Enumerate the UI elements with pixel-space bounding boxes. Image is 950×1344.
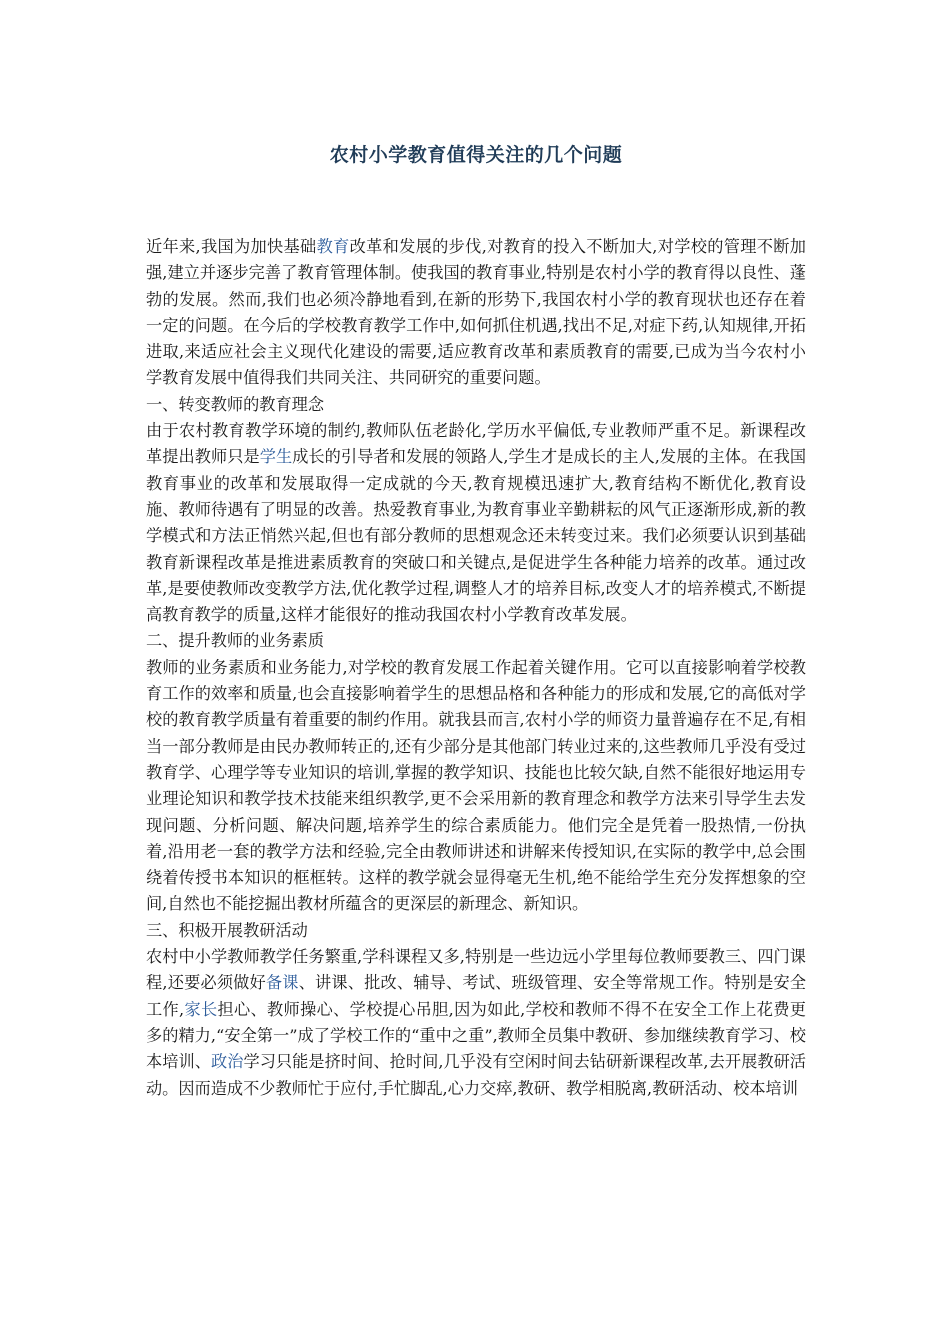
section-heading-1: 一、转变教师的教育理念: [146, 394, 325, 414]
paragraph-section-2: 教师的业务素质和业务能力,对学校的教育发展工作起着关键作用。它可以直接影响着学校教育工作的效率和质量,也会直接影响着学生的思想品格和各种能力的形成和发展,它的高低对学校的教育教学质量有着重要的制约作用。就我县而言,农村小学的师资力量普遍存在不足,有相当一部分教师是由民办教师转正的,还有少部分是其他部门转业过来的,这些教师几乎没有受过教育学、心理学等专业知识的培训,掌握的教学知识、技能也比较欠缺,自然不能很好地运用专业理论知识和教学技术技能来组织教学,更不会采用新的教育理念和教学方法来引导学生去发现问题、分析问题、解决问题,培养学生的综合素质能力。他们完全是凭着一股热情,一份执着,沿用老一套的教学方法和经验,完全由教师讲述和讲解来传授知识,在实际的教学中,总会围绕着传授书本知识的框框转。这样的教学就会显得毫无生机,绝不能给学生充分发挥想象的空间,自然也不能挖掘出教材所蕴含的更深层的新理念、新知识。: [146, 657, 806, 914]
document-body: [146, 234, 806, 1102]
section-heading-3: 三、积极开展教研活动: [146, 920, 308, 940]
link-lesson-prep[interactable]: 备课: [265, 973, 299, 993]
text-span: 由于农村教育教学环境的制约,教师队伍老龄化,学历水平偏低,专业教师严重不足。新课程改革提出教师只是: [146, 421, 806, 467]
text-span: 学习只能是挤时间、抢时间,几乎没有空闲时间去钻研新课程改革,去开展教研活动。因而造成不少教师忙于应付,手忙脚乱,心力交瘁,教研、教学相脱离,教研活动、校本培训: [146, 1052, 806, 1098]
text-span: 成长的引导者和发展的领路人,学生才是成长的主人,发展的主体。在我国教育事业的改革和发展取得一定成就的今天,教育规模迅速扩大,教育结构不断优化,教育设施、教师待遇有了明显的改善。热爱教育事业,为教育事业辛勤耕耘的风气正逐渐形成,新的教学模式和方法正悄然兴起,但也有部分教师的思想观念还未转变过来。我们必须要认识到基础教育新课程改革是推进素质教育的突破口和关键点,是促进学生各种能力培养的改革。通过改革,是要使教师改变教学方法,优化教学过程,调整人才的培养目标,改变人才的培养模式,不断提高教育教学的质量,这样才能很好的推动我国农村小学教育改革发展。: [146, 447, 807, 625]
link-parents[interactable]: 家长: [184, 999, 218, 1019]
text-span: 改革和发展的步伐,对教育的投入不断加大,对学校的管理不断加强,建立并逐步完善了教育管理体制。使我国的教育事业,特别是农村小学的教育得以良性、蓬勃的发展。然而,我们也必须冷静地看到,在新的形势下,我国农村小学的教育现状也还存在着一定的问题。在今后的学校教育教学工作中,如何抓住机遇,找出不足,对症下药,认知规律,开拓进取,来适应社会主义现代化建设的需要,适应教育改革和素质教育的需要,已成为当今农村小学教育发展中值得我们共同关注、共同研究的重要问题。: [146, 237, 806, 388]
text-span: 农村中小学教师教学任务繁重,学科课程又多,特别是一些边远小学里每位教师要教三、四门课程,还要必须做好: [146, 947, 806, 993]
paragraph-section-1: [146, 418, 806, 628]
text-span: 担心、教师操心、学校提心吊胆,因为如此,学校和教师不得不在安全工作上花费更多的精力,“安全第一”成了学校工作的“重中之重”,教师全员集中教研、参加继续教育学习、校本培训、: [146, 999, 806, 1072]
link-student[interactable]: 学生: [259, 447, 293, 467]
text-span: 、讲课、批改、辅导、考试、班级管理、安全等常规工作。特别是安全工作,: [146, 973, 807, 1019]
paragraph-intro: [146, 234, 806, 392]
document-title: 农村小学教育值得关注的几个问题: [329, 144, 623, 166]
link-politics[interactable]: 政治: [210, 1052, 244, 1072]
paragraph-section-3: [146, 944, 806, 1102]
text-span: 近年来,我国为加快基础: [146, 237, 317, 256]
section-heading-2: 二、提升教师的业务素质: [146, 631, 325, 651]
link-education[interactable]: 教育: [316, 237, 350, 256]
